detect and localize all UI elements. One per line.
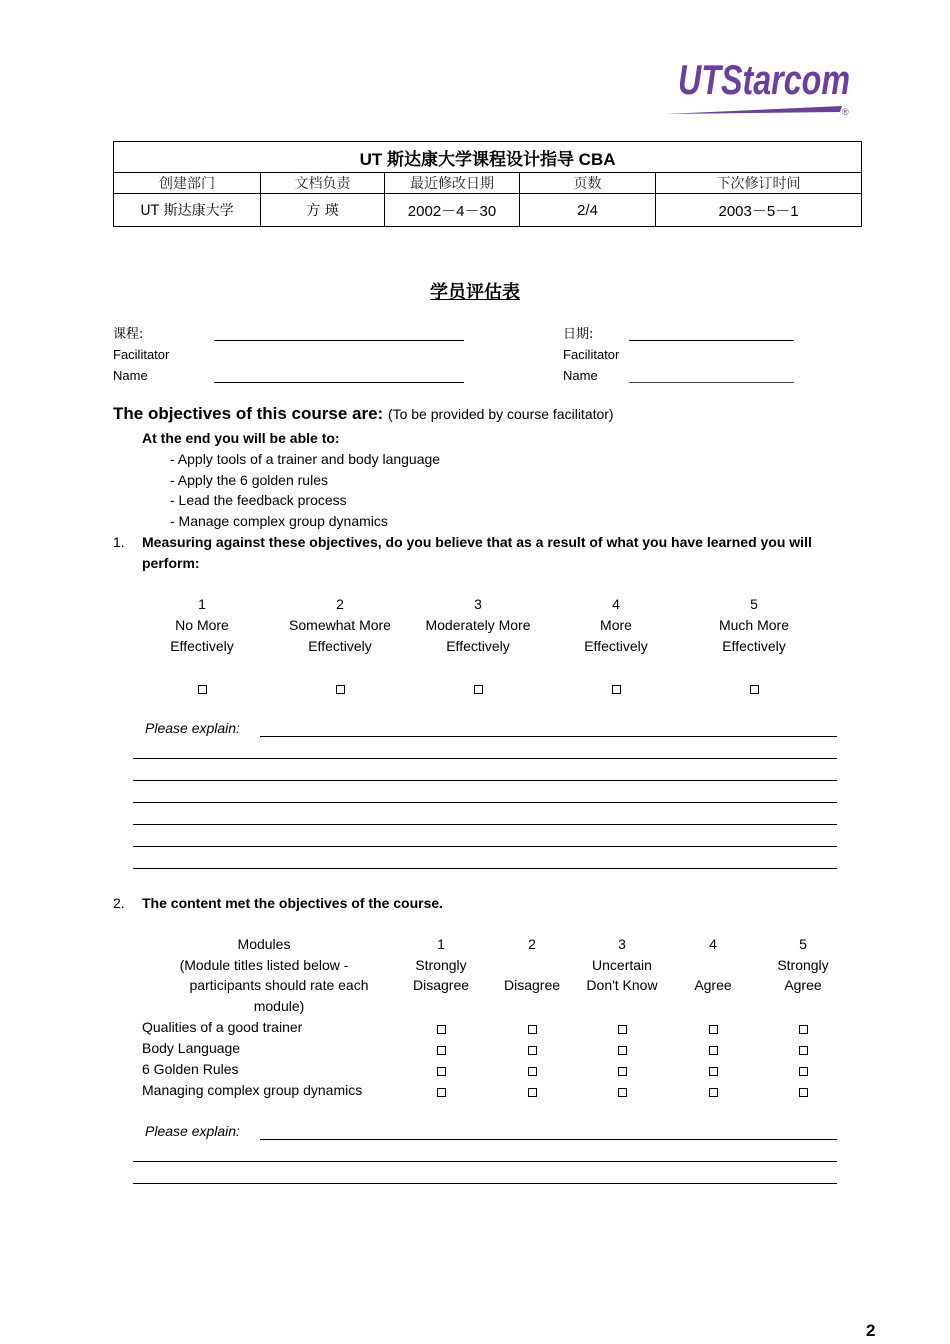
objectives-heading: [113, 404, 614, 424]
scale-number: 5: [799, 936, 807, 952]
q2-row2-checkbox-1[interactable]: [431, 1042, 451, 1056]
module-row-label: Managing complex group dynamics: [142, 1082, 363, 1098]
scale-label: Strongly: [777, 956, 829, 973]
logo-mark: ®: [842, 107, 849, 117]
q1-explain-label: Please explain:: [145, 720, 240, 736]
course-field[interactable]: [214, 340, 464, 341]
q2-scale-option-4: [663, 934, 763, 996]
q2-row3-checkbox-2[interactable]: [522, 1063, 542, 1077]
q1-checkbox-3[interactable]: [468, 681, 488, 695]
scale-label: No More: [175, 617, 229, 633]
q2-explain-line[interactable]: [133, 1161, 837, 1162]
scale-number: 4: [612, 596, 620, 612]
objective-item: - Manage complex group dynamics: [170, 513, 388, 529]
q2-row2-checkbox-5[interactable]: [793, 1042, 813, 1056]
scale-label: Moderately More: [425, 617, 531, 633]
q1-checkbox-1[interactable]: [192, 681, 212, 695]
scale-number: 5: [750, 596, 758, 612]
scale-label: [663, 955, 763, 976]
q1-text-line2: perform:: [142, 555, 200, 571]
q2-explain-line[interactable]: [260, 1139, 837, 1140]
objective-item: - Lead the feedback process: [170, 492, 347, 508]
logo-text: UTStarcom: [678, 56, 850, 103]
scale-label: Effectively: [722, 638, 786, 654]
date-field[interactable]: [629, 340, 794, 341]
scale-label: Much More: [718, 617, 790, 633]
utstarcom-logo: [664, 52, 860, 118]
scale-label: Uncertain: [592, 956, 652, 973]
scale-label: Agree: [694, 977, 732, 993]
q1-scale-option-5: [684, 594, 824, 657]
q2-row4-checkbox-4[interactable]: [703, 1084, 723, 1098]
header-value-department: UT 斯达康大学: [114, 194, 261, 227]
facilitator-label-left: Facilitator: [113, 347, 170, 362]
q2-row2-checkbox-2[interactable]: [522, 1042, 542, 1056]
scale-label: Somewhat More: [289, 617, 391, 633]
q1-scale-option-3: [408, 594, 548, 657]
header-label-owner: 文档负责: [261, 173, 385, 194]
scale-label: Effectively: [584, 638, 648, 654]
q1-checkbox-5[interactable]: [744, 681, 764, 695]
q1-text-line1: Measuring against these objectives, do you believe that as a result of what you have learned you will: [142, 534, 812, 550]
scale-number: 3: [618, 936, 626, 952]
header-value-modified-date: 2002－4－30: [385, 194, 520, 227]
q1-checkbox-4[interactable]: [606, 681, 626, 695]
objectives-intro: At the end you will be able to:: [142, 430, 340, 446]
scale-label: Disagree: [412, 977, 470, 993]
header-label-department: 创建部门: [114, 173, 261, 194]
scale-label: Agree: [784, 977, 822, 993]
modules-header-line: participants should rate each: [189, 977, 369, 993]
module-row-label: Qualities of a good trainer: [142, 1019, 303, 1035]
q2-explain-line[interactable]: [133, 1183, 837, 1184]
q1-explain-line[interactable]: [133, 868, 837, 869]
q2-row1-checkbox-3[interactable]: [612, 1021, 632, 1035]
scale-number: 2: [336, 596, 344, 612]
objective-item: - Apply the 6 golden rules: [170, 472, 328, 488]
header-value-next-revision: 2003－5－1: [656, 194, 862, 227]
q2-row2-checkbox-3[interactable]: [612, 1042, 632, 1056]
scale-label: [482, 955, 582, 976]
q2-row2-checkbox-4[interactable]: [703, 1042, 723, 1056]
modules-header-line: Modules: [237, 936, 291, 952]
document-title: UT 斯达康大学课程设计指导 CBA: [114, 142, 862, 173]
modules-header-line: (Module titles listed below -: [179, 956, 349, 973]
scale-label: Don't Know: [586, 977, 658, 993]
modules-header-line: module): [253, 997, 305, 1014]
module-row-label: Body Language: [142, 1040, 241, 1056]
facilitator-name-field[interactable]: [214, 382, 464, 383]
scale-label: Effectively: [170, 638, 234, 654]
module-row-label: 6 Golden Rules: [142, 1061, 239, 1077]
q2-row1-checkbox-1[interactable]: [431, 1021, 451, 1035]
header-value-pages: 2/4: [520, 194, 656, 227]
q2-number: 2.: [113, 895, 125, 911]
header-value-owner: 方 瑛: [261, 194, 385, 227]
objectives-title: The objectives of this course are:: [113, 404, 384, 423]
q1-explain-line[interactable]: [133, 824, 837, 825]
facilitator-name-field-right[interactable]: [629, 382, 794, 383]
scale-number: 1: [198, 596, 206, 612]
q2-scale-option-1: [401, 934, 481, 996]
modules-header: [150, 934, 408, 1016]
q1-explain-line[interactable]: [133, 780, 837, 781]
q2-scale-option-2: [482, 934, 582, 996]
name-label-left: Name: [113, 368, 148, 383]
q1-scale-option-1: [132, 594, 272, 657]
q2-row1-checkbox-2[interactable]: [522, 1021, 542, 1035]
course-label: 课程:: [113, 327, 144, 342]
q1-explain-line[interactable]: [133, 802, 837, 803]
scale-number: 1: [437, 936, 445, 952]
q2-row3-checkbox-4[interactable]: [703, 1063, 723, 1077]
form-title: 学员评估表: [430, 282, 520, 303]
scale-number: 2: [528, 936, 536, 952]
q2-row4-checkbox-3[interactable]: [612, 1084, 632, 1098]
q1-scale-option-2: [270, 594, 410, 657]
q2-row1-checkbox-5[interactable]: [793, 1021, 813, 1035]
date-label: 日期:: [563, 327, 594, 342]
header-label-next-revision: 下次修订时间: [656, 173, 862, 194]
q2-row1-checkbox-4[interactable]: [703, 1021, 723, 1035]
scale-label: Disagree: [503, 977, 561, 993]
q2-row4-checkbox-5[interactable]: [793, 1084, 813, 1098]
scale-label: Effectively: [446, 638, 510, 654]
scale-label: Strongly: [415, 956, 467, 973]
q1-checkbox-2[interactable]: [330, 681, 350, 695]
q1-explain-line[interactable]: [260, 736, 837, 737]
objective-item: - Apply tools of a trainer and body language: [170, 451, 441, 467]
q2-row3-checkbox-3[interactable]: [612, 1063, 632, 1077]
scale-label: More: [600, 617, 632, 633]
q2-scale-option-5: [753, 934, 853, 996]
page-number: 2: [866, 1321, 876, 1340]
objectives-note: (To be provided by course facilitator): [387, 406, 614, 422]
q2-scale-option-3: [572, 934, 672, 996]
q1-explain-line[interactable]: [133, 758, 837, 759]
header-label-modified-date: 最近修改日期: [385, 173, 520, 194]
q2-row4-checkbox-1[interactable]: [431, 1084, 451, 1098]
q2-row3-checkbox-5[interactable]: [793, 1063, 813, 1077]
q2-row3-checkbox-1[interactable]: [431, 1063, 451, 1077]
q2-explain-label: Please explain:: [145, 1123, 240, 1139]
facilitator-label-right: Facilitator: [563, 347, 620, 362]
scale-label: Effectively: [308, 638, 372, 654]
q1-explain-line[interactable]: [133, 846, 837, 847]
q2-text: The content met the objectives of the course.: [142, 895, 444, 911]
name-label-right: Name: [563, 368, 598, 383]
document-header-table: [113, 141, 862, 227]
scale-number: 4: [709, 936, 717, 952]
scale-number: 3: [474, 596, 482, 612]
q2-row4-checkbox-2[interactable]: [522, 1084, 542, 1098]
q1-number: 1.: [113, 534, 125, 550]
header-label-pages: 页数: [520, 173, 656, 194]
q1-scale-option-4: [546, 594, 686, 657]
